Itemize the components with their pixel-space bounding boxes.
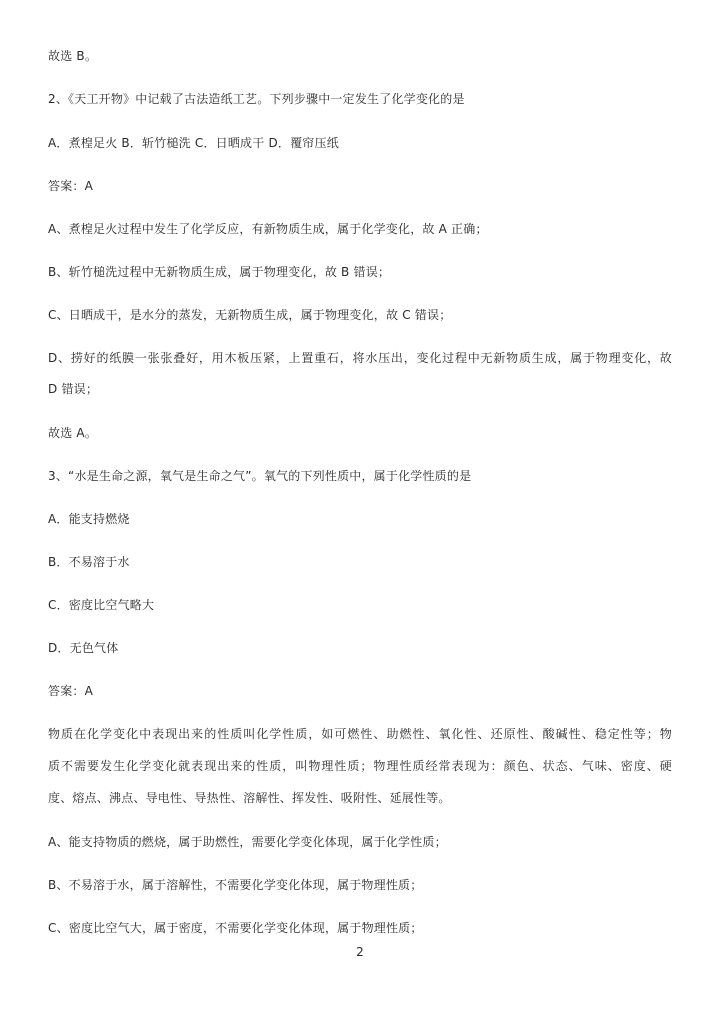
question-2-explain-a: A、煮楻足火过程中发生了化学反应，有新物质生成，属于化学变化，故 A 正确； [48,222,488,236]
question-2-explain-d: D、捞好的纸膜一张张叠好，用木板压紧，上置重石，将水压出，变化过程中无新物质生成，属于物理变化，故 [48,351,672,365]
question-3-option-d: D．无色气体 [48,641,119,655]
question-2-explain-d-cont: D 错误； [48,382,99,396]
question-2-explain-b: B、斩竹槌洗过程中无新物质生成，属于物理变化，故 B 错误； [48,265,391,279]
question-2-explain-c: C、日晒成干，是水分的蒸发，无新物质生成，属于物理变化，故 C 错误； [48,308,452,322]
question-3-option-a: A．能支持燃烧 [48,512,130,526]
question-3-explain-a: A、能支持物质的燃烧，属于助燃性，需要化学变化体现，属于化学性质； [48,835,447,849]
question-3-stem: 3、“水是生命之源，氧气是生命之气”。氧气的下列性质中，属于化学性质的是 [48,469,472,483]
conclusion-q1: 故选 B。 [48,49,98,63]
page-number: 2 [356,945,364,959]
question-3-explain-p3: 度、熔点、沸点、导电性、导热性、溶解性、挥发性、吸附性、延展性等。 [48,791,451,805]
question-3-explain-p1: 物质在化学变化中表现出来的性质叫化学性质，如可燃性、助燃性、氧化性、还原性、酸碱性、稳定性等；物 [48,727,672,741]
question-2-stem: 2、《天工开物》中记载了古法造纸工艺。下列步骤中一定发生了化学变化的是 [48,92,465,106]
question-3-answer: 答案：A [48,684,94,698]
question-2-answer: 答案：A [48,179,94,193]
question-2-options: A．煮楻足火 B．斩竹槌洗 C．日晒成干 D．覆帘压纸 [48,136,339,150]
question-3-option-c: C．密度比空气略大 [48,598,155,612]
question-3-explain-c: C、密度比空气大，属于密度，不需要化学变化体现，属于物理性质； [48,921,423,935]
question-3-explain-p2: 质不需要发生化学变化就表现出来的性质，叫物理性质；物理性质经常表现为：颜色、状态、气味、密度、硬 [48,759,672,773]
question-2-conclusion: 故选 A。 [48,426,98,440]
question-3-option-b: B．不易溶于水 [48,555,130,569]
question-3-explain-b: B、不易溶于水，属于溶解性，不需要化学变化体现，属于物理性质； [48,878,423,892]
